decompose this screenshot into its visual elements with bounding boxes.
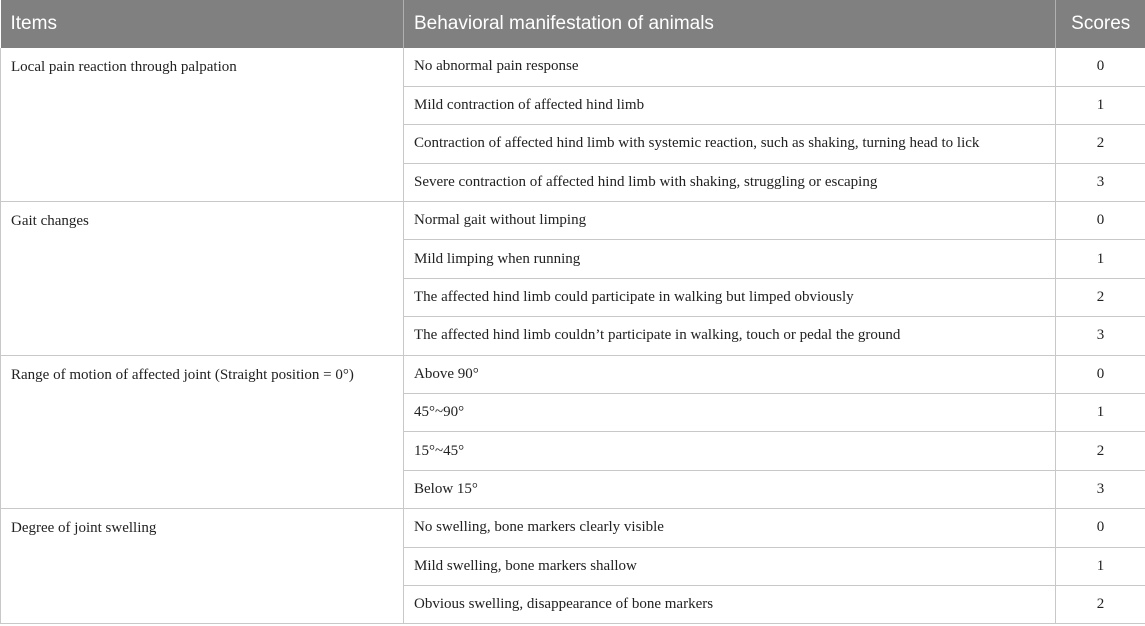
header-behavior: Behavioral manifestation of animals (404, 0, 1056, 48)
behavior-cell: The affected hind limb could participate in walking but limped obviously (404, 278, 1056, 316)
score-cell: 0 (1056, 509, 1145, 547)
header-row (1, 0, 1145, 48)
score-cell: 1 (1056, 86, 1145, 124)
behavior-cell: Above 90° (404, 355, 1056, 393)
item-cell: Range of motion of affected joint (Straight position = 0°) (1, 355, 404, 509)
behavior-cell: Below 15° (404, 470, 1056, 508)
table-row (1, 48, 1145, 86)
behavior-cell: 45°~90° (404, 394, 1056, 432)
score-cell: 2 (1056, 585, 1145, 623)
behavior-cell: 15°~45° (404, 432, 1056, 470)
item-cell: Degree of joint swelling (1, 509, 404, 624)
item-cell: Gait changes (1, 202, 404, 356)
behavior-cell: No swelling, bone markers clearly visible (404, 509, 1056, 547)
header-scores: Scores (1056, 0, 1145, 48)
behavior-cell: Normal gait without limping (404, 202, 1056, 240)
score-cell: 1 (1056, 394, 1145, 432)
score-cell: 1 (1056, 240, 1145, 278)
score-cell: 2 (1056, 432, 1145, 470)
behavior-cell: Mild limping when running (404, 240, 1056, 278)
score-cell: 3 (1056, 317, 1145, 355)
header-items: Items (1, 0, 404, 48)
behavior-cell: Obvious swelling, disappearance of bone markers (404, 585, 1056, 623)
score-cell: 1 (1056, 547, 1145, 585)
table-row (1, 355, 1145, 393)
score-cell: 0 (1056, 48, 1145, 86)
score-cell: 0 (1056, 202, 1145, 240)
behavior-cell: No abnormal pain response (404, 48, 1056, 86)
score-cell: 2 (1056, 125, 1145, 163)
score-cell: 3 (1056, 163, 1145, 201)
behavior-cell: Mild contraction of affected hind limb (404, 86, 1056, 124)
table-header (1, 0, 1145, 48)
item-cell: Local pain reaction through palpation (1, 48, 404, 202)
score-cell: 2 (1056, 278, 1145, 316)
table-body (1, 48, 1145, 624)
score-cell: 3 (1056, 470, 1145, 508)
score-cell: 0 (1056, 355, 1145, 393)
behavior-cell: Contraction of affected hind limb with systemic reaction, such as shaking, turning head to lick (404, 125, 1056, 163)
behavior-cell: Severe contraction of affected hind limb with shaking, struggling or escaping (404, 163, 1056, 201)
table-row (1, 202, 1145, 240)
behavior-cell: Mild swelling, bone markers shallow (404, 547, 1056, 585)
behavior-cell: The affected hind limb couldn’t participate in walking, touch or pedal the ground (404, 317, 1056, 355)
table-row (1, 509, 1145, 547)
